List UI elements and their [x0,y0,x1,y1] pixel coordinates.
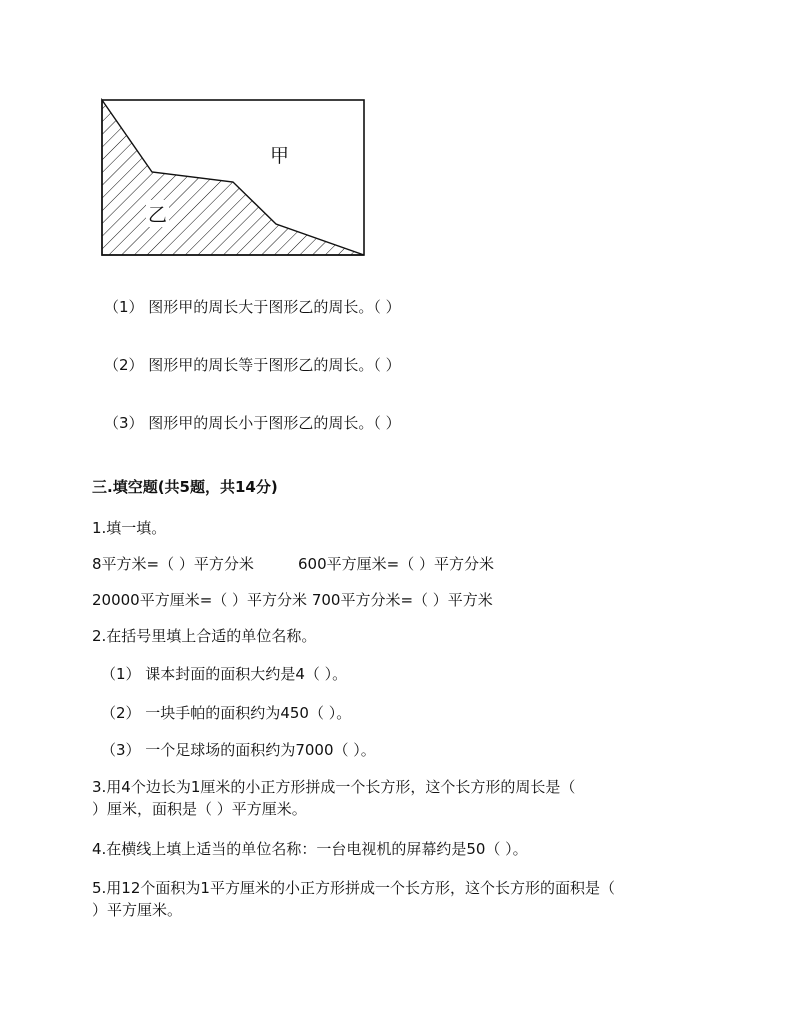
q5-line2: ）平方厘米。 [92,901,183,919]
q5-line1: 5.用12个面积为1平方厘米的小正方形拼成一个长方形，这个长方形的面积是（ [92,879,615,897]
judge-item-1: （1） 图形甲的周长大于图形乙的周长。（ ） [104,298,401,316]
q2-item-1: （1） 课本封面的面积大约是4（ ）。 [101,665,348,683]
q2-item-2: （2） 一块手帕的面积约为450（ ）。 [101,704,352,722]
label-jia: 甲 [270,145,290,167]
section-title: 三.填空题(共5题，共14分) [92,478,278,496]
rectangle-diagram [100,98,366,258]
region-yi-hatched [102,100,364,255]
q4: 4.在横线上填上适当的单位名称：一台电视机的屏幕约是50（ ）。 [92,840,528,858]
q2-title: 2.在括号里填上合适的单位名称。 [92,627,317,645]
q1-row2: 20000平方厘米=（ ）平方分米 700平方分米=（ ）平方米 [92,591,493,609]
q1-row1-a: 8平方米=（ ）平方分米 [92,555,254,573]
judge-item-3: （3） 图形甲的周长小于图形乙的周长。（ ） [104,414,401,432]
q1-row1-b: 600平方厘米=（ ）平方分米 [298,555,494,573]
q1-title: 1.填一填。 [92,519,167,537]
judge-item-2: （2） 图形甲的周长等于图形乙的周长。（ ） [104,356,401,374]
label-yi: 乙 [146,200,169,227]
q2-item-3: （3） 一个足球场的面积约为7000（ ）。 [101,741,376,759]
shape-figure [100,98,366,258]
q3-line2: ）厘米，面积是（ ）平方厘米。 [92,800,307,818]
q3-line1: 3.用4个边长为1厘米的小正方形拼成一个长方形，这个长方形的周长是（ [92,778,576,796]
